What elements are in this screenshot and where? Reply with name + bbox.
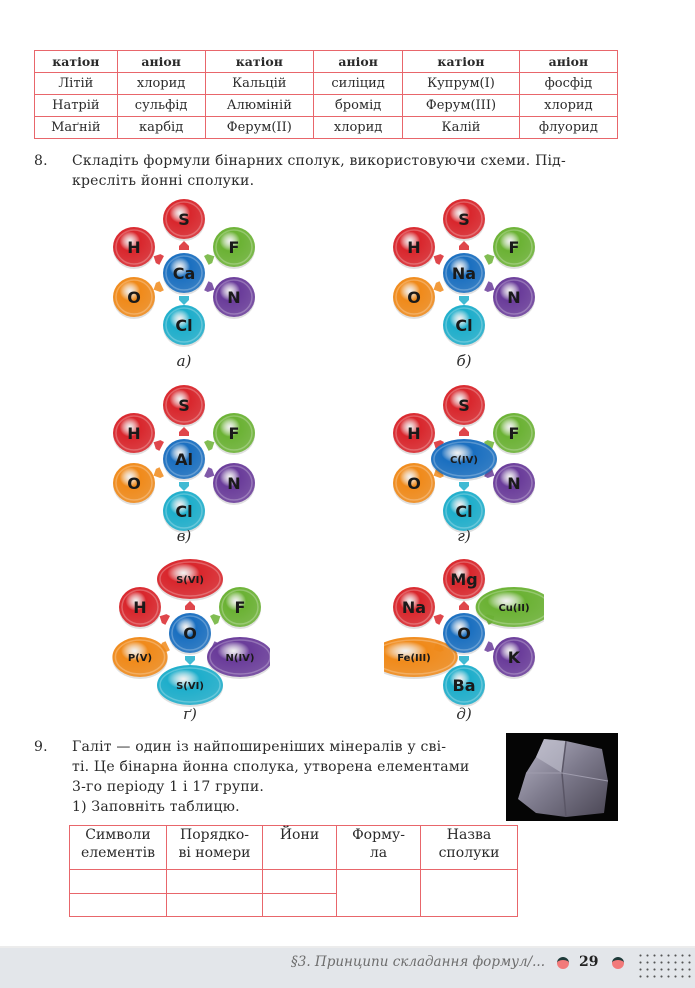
blank-cell-formula[interactable]	[337, 870, 421, 917]
header-line: Форму-	[352, 827, 405, 843]
ion-scheme-diagram	[110, 557, 270, 709]
table-cell: хлорид	[117, 73, 205, 95]
header-cell	[167, 826, 263, 870]
element-symbol: N	[227, 288, 241, 307]
table-row	[35, 73, 618, 95]
header-line: Порядко-	[180, 827, 249, 843]
arrow-icon	[179, 241, 189, 250]
scheme-b	[384, 197, 544, 372]
table-row	[35, 117, 618, 139]
header-cell: катіон	[35, 51, 118, 73]
arrow-icon	[185, 656, 195, 665]
fill-table-header-row	[70, 826, 518, 870]
element-symbol: C(IV)	[450, 455, 478, 466]
ion-bubble-top	[443, 385, 485, 427]
arrow-icon	[179, 427, 189, 436]
ion-names-table	[34, 50, 618, 139]
arrow-icon	[179, 482, 189, 491]
element-symbol: K	[507, 648, 521, 667]
element-symbol: Cl	[455, 502, 473, 521]
element-symbol: H	[133, 598, 147, 617]
dot-grid-decoration-icon	[637, 952, 695, 982]
element-symbol: F	[228, 424, 240, 443]
blank-cell-numbers[interactable]	[167, 894, 263, 917]
element-symbol: N	[507, 288, 521, 307]
element-symbol: Mg	[450, 570, 478, 589]
ion-bubble-center	[169, 613, 211, 655]
ion-bubble-center	[443, 253, 485, 295]
ion-bubble-upper-left	[393, 227, 435, 269]
element-symbol: O	[407, 288, 421, 307]
table-cell: фосфід	[519, 73, 617, 95]
task-8	[34, 151, 654, 195]
halite-crystal-photo	[506, 733, 618, 821]
ion-bubble-lower-left	[113, 277, 155, 319]
element-symbol: F	[508, 424, 520, 443]
ion-bubble-lower-left	[393, 463, 435, 505]
blank-cell-ions[interactable]	[263, 870, 337, 894]
ion-bubble-center	[443, 613, 485, 655]
ion-bubble-lower-left	[112, 637, 167, 679]
task-text-line: кресліть йонні сполуки.	[72, 173, 255, 189]
ion-bubble-upper-right	[213, 227, 255, 269]
header-line: ла	[369, 845, 388, 861]
chapter-title: §3. Принципи складання формул/...	[291, 954, 545, 970]
element-symbol: O	[183, 624, 197, 643]
table-cell: Ферум(II)	[205, 117, 313, 139]
element-symbol: P(V)	[127, 653, 153, 664]
header-line: ві номери	[178, 845, 251, 861]
element-symbol: N(IV)	[225, 653, 255, 664]
ion-bubble-upper-right	[493, 227, 535, 269]
element-symbol: S	[458, 396, 470, 415]
arrow-icon	[459, 482, 469, 491]
table-cell: флуорид	[519, 117, 617, 139]
ion-bubble-top	[157, 559, 223, 601]
header-cell	[70, 826, 167, 870]
ion-bubble-top	[443, 199, 485, 241]
bullet-dot-icon	[612, 957, 624, 969]
task-text-line: Складіть формули бінарних сполук, використовуючи схеми. Під-	[72, 153, 566, 169]
task-number: 8.	[34, 153, 48, 169]
blank-cell-ions[interactable]	[263, 894, 337, 917]
ion-bubble-lower-right	[493, 637, 535, 679]
table-cell: Маґній	[35, 117, 118, 139]
table-cell: хлорид	[519, 95, 617, 117]
header-cell: катіон	[205, 51, 313, 73]
table-cell: Літій	[35, 73, 118, 95]
header-line: Символи	[85, 827, 151, 843]
table-row	[35, 95, 618, 117]
ion-bubble-center	[163, 253, 205, 295]
scheme-caption: а)	[176, 352, 192, 370]
ion-bubble-lower-right	[493, 463, 535, 505]
element-symbol: Na	[451, 264, 477, 283]
ion-bubble-upper-left	[113, 227, 155, 269]
ion-bubble-bottom	[163, 305, 205, 347]
element-symbol: Ca	[172, 264, 196, 283]
element-symbol: H	[407, 424, 421, 443]
page-number: 29	[579, 954, 599, 970]
table-row	[70, 870, 518, 894]
ion-bubble-upper-right	[493, 413, 535, 455]
element-symbol: F	[508, 238, 520, 257]
arrow-icon	[459, 656, 469, 665]
table-cell: бромід	[314, 95, 403, 117]
task-text	[72, 151, 566, 191]
task-text-line: 1) Заповніть таблицю.	[72, 799, 240, 815]
element-symbol: N	[507, 474, 521, 493]
task-text-line: ті. Це бінарна йонна сполука, утворена елементами	[72, 759, 470, 775]
element-symbol: Fe(III)	[397, 653, 431, 664]
blank-cell-name[interactable]	[421, 870, 518, 917]
element-symbol: Al	[175, 450, 193, 469]
blank-cell-symbols[interactable]	[70, 870, 167, 894]
task-number: 9.	[34, 739, 48, 755]
element-symbol: S	[178, 210, 190, 229]
header-cell: катіон	[403, 51, 520, 73]
element-symbol: N	[227, 474, 241, 493]
scheme-caption: г)	[457, 527, 471, 545]
arrow-icon	[185, 601, 195, 610]
element-symbol: F	[234, 598, 246, 617]
element-symbol: O	[127, 474, 141, 493]
table-cell: Калій	[403, 117, 520, 139]
ion-bubble-top	[163, 199, 205, 241]
element-symbol: S	[178, 396, 190, 415]
element-symbol: O	[127, 288, 141, 307]
ion-bubble-lower-right	[493, 277, 535, 319]
table-cell: сульфід	[117, 95, 205, 117]
ion-bubble-bottom	[157, 665, 223, 707]
element-symbol: H	[407, 238, 421, 257]
bullet-dot-icon	[557, 957, 569, 969]
blank-cell-numbers[interactable]	[167, 870, 263, 894]
ion-bubble-center	[431, 439, 497, 481]
element-symbol: H	[127, 424, 141, 443]
element-symbol: O	[407, 474, 421, 493]
element-symbol: S(VI)	[176, 681, 204, 692]
ion-bubble-upper-right	[213, 413, 255, 455]
element-symbol: O	[457, 624, 471, 643]
ion-scheme-diagram	[384, 383, 544, 535]
element-symbol: F	[228, 238, 240, 257]
header-line: Назва	[446, 827, 492, 843]
table-cell: Натрій	[35, 95, 118, 117]
table-cell: Алюміній	[205, 95, 313, 117]
ion-bubble-lower-right	[213, 277, 255, 319]
ion-scheme-diagram	[384, 197, 544, 349]
ion-scheme-diagram	[384, 557, 544, 709]
task-text-line: 3-го періоду 1 і 17 групи.	[72, 779, 265, 795]
ion-bubble-top	[163, 385, 205, 427]
task-text-line: Галіт — один із найпоширеніших мінералів у сві-	[72, 739, 447, 755]
element-symbol: Cu(II)	[498, 603, 530, 614]
ion-bubble-center	[163, 439, 205, 481]
header-cell	[337, 826, 421, 870]
arrow-icon	[459, 241, 469, 250]
header-cell	[263, 826, 337, 870]
element-symbol: H	[127, 238, 141, 257]
ion-bubble-upper-left	[393, 413, 435, 455]
element-symbol: Cl	[175, 316, 193, 335]
header-cell: аніон	[117, 51, 205, 73]
table-cell: силіцид	[314, 73, 403, 95]
header-line: сполуки	[438, 845, 500, 861]
arrow-icon	[459, 601, 469, 610]
scheme-caption: д)	[456, 705, 472, 723]
ion-bubble-lower-left	[393, 277, 435, 319]
ion-scheme-diagram	[104, 383, 264, 535]
element-symbol: Cl	[175, 502, 193, 521]
ion-bubble-lower-left	[113, 463, 155, 505]
header-cell	[421, 826, 518, 870]
ion-bubble-bottom	[443, 665, 485, 707]
table-cell: карбід	[117, 117, 205, 139]
arrow-icon	[459, 427, 469, 436]
ion-bubble-upper-left	[119, 587, 161, 629]
task-9	[34, 737, 504, 821]
ion-bubble-lower-right	[213, 463, 255, 505]
table-cell: Кальцій	[205, 73, 313, 95]
ion-bubble-upper-left	[113, 413, 155, 455]
page-footer	[0, 946, 695, 988]
scheme-caption: б)	[456, 352, 472, 370]
ion-table-header-row	[35, 51, 618, 73]
header-line: Йони	[279, 827, 320, 843]
scheme-a	[104, 197, 264, 372]
ion-bubble-upper-right	[219, 587, 261, 629]
element-symbol: S(VI)	[176, 575, 204, 586]
ion-scheme-diagram	[104, 197, 264, 349]
ion-bubble-top	[443, 559, 485, 601]
table-cell: Купрум(I)	[403, 73, 520, 95]
table-cell: хлорид	[314, 117, 403, 139]
table-cell: Ферум(III)	[403, 95, 520, 117]
header-line: елементів	[80, 845, 156, 861]
scheme-caption: в)	[176, 527, 192, 545]
element-symbol: S	[458, 210, 470, 229]
header-cell: аніон	[314, 51, 403, 73]
header-cell: аніон	[519, 51, 617, 73]
scheme-caption: ґ)	[183, 705, 197, 723]
ion-bubble-lower-right	[207, 637, 270, 679]
element-symbol: Ba	[452, 676, 476, 695]
arrow-icon	[459, 296, 469, 305]
ion-bubble-upper-right	[476, 587, 544, 629]
blank-cell-symbols[interactable]	[70, 894, 167, 917]
arrow-icon	[179, 296, 189, 305]
task-text	[72, 737, 469, 817]
ion-bubble-bottom	[443, 305, 485, 347]
fill-in-table	[69, 825, 518, 917]
element-symbol: Cl	[455, 316, 473, 335]
element-symbol: Na	[401, 598, 427, 617]
ion-bubble-upper-left	[393, 587, 435, 629]
